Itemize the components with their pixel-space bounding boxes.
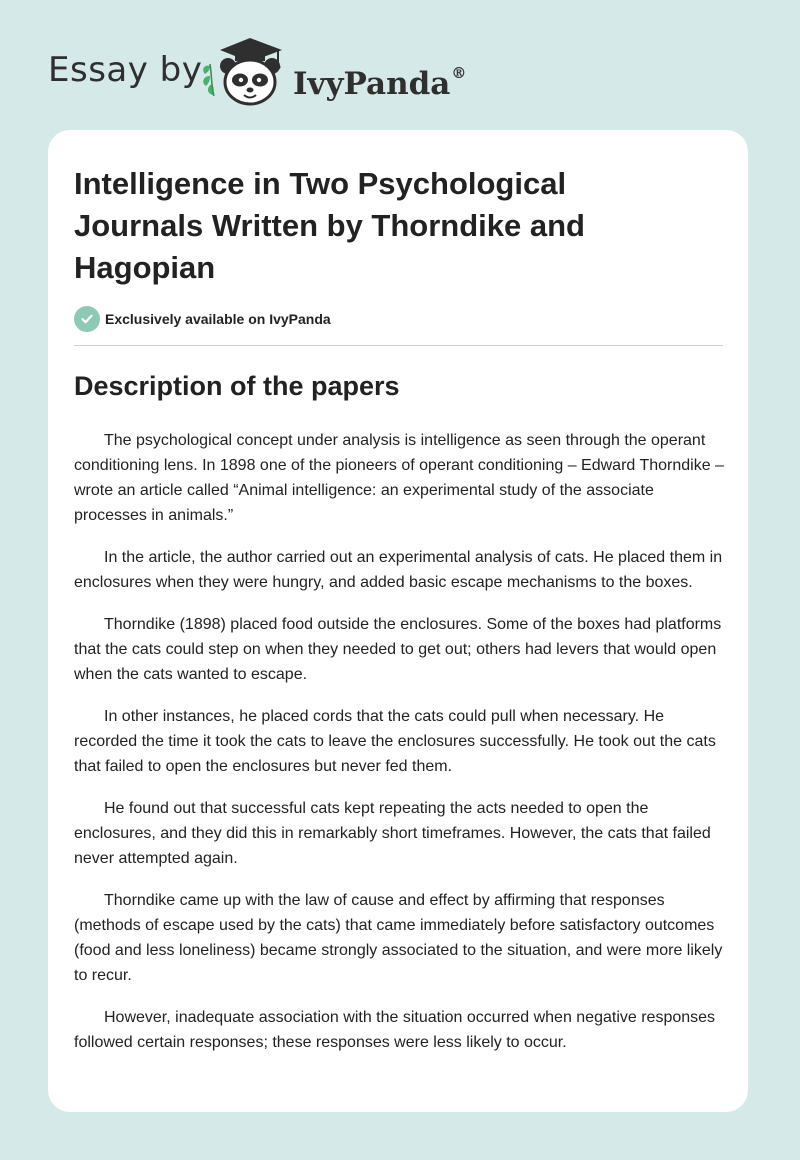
check-icon (74, 306, 100, 332)
brand-name: IvyPanda (293, 66, 451, 102)
essay-body (74, 428, 724, 1072)
divider (74, 345, 723, 346)
section-heading: Description of the papers (74, 371, 400, 401)
paragraph: He found out that successful cats kept repeating the acts needed to open the enclosures, and they did this in remarkably short timeframes. However, the cats that failed never attempted again. (74, 800, 711, 867)
panda-graduate-icon[interactable] (198, 34, 290, 110)
essay-card (48, 130, 748, 1112)
paragraph: However, inadequate association with the situation occurred when negative responses followed certain responses; these responses were less likely to occur. (74, 1009, 716, 1051)
paragraph: In the article, the author carried out an experimental analysis of cats. He placed them in enclosures when they were hungry, and added basic escape mechanisms to the boxes. (74, 549, 723, 591)
exclusive-badge (74, 306, 331, 332)
paragraph: Thorndike (1898) placed food outside the enclosures. Some of the boxes had platforms that the cats could step on when they needed to get out; others had levers that would open when the cats wanted to escape. (74, 616, 722, 683)
paragraph: Thorndike came up with the law of cause and effect by affirming that responses (methods of escape used by the cats) that came immediately before satisfactory outcomes (food and less loneliness) became strongly associated to the situation, and were more likely to recur. (74, 892, 723, 984)
exclusive-badge-label: Exclusively available on IvyPanda (105, 311, 331, 327)
ivypanda-logo-text[interactable] (293, 53, 466, 104)
paragraph: The psychological concept under analysis is intelligence as seen through the operant conditioning lens. In 1898 one of the pioneers of operant conditioning – Edward Thorndike – wrote an article called “Animal intelligence: an experimental study of the associate processes in animals.” (74, 432, 724, 524)
site-header (0, 0, 800, 130)
paragraph: In other instances, he placed cords that the cats could pull when necessary. He recorded the time it took the cats to leave the enclosures successfully. He took out the cats that failed to open the enclosures but never fed them. (74, 708, 716, 775)
registered-mark: ® (451, 64, 467, 82)
page-title: Intelligence in Two Psychological Journals Written by Thorndike and Hagopian (74, 166, 585, 285)
essay-by-label: Essay by (48, 50, 203, 90)
